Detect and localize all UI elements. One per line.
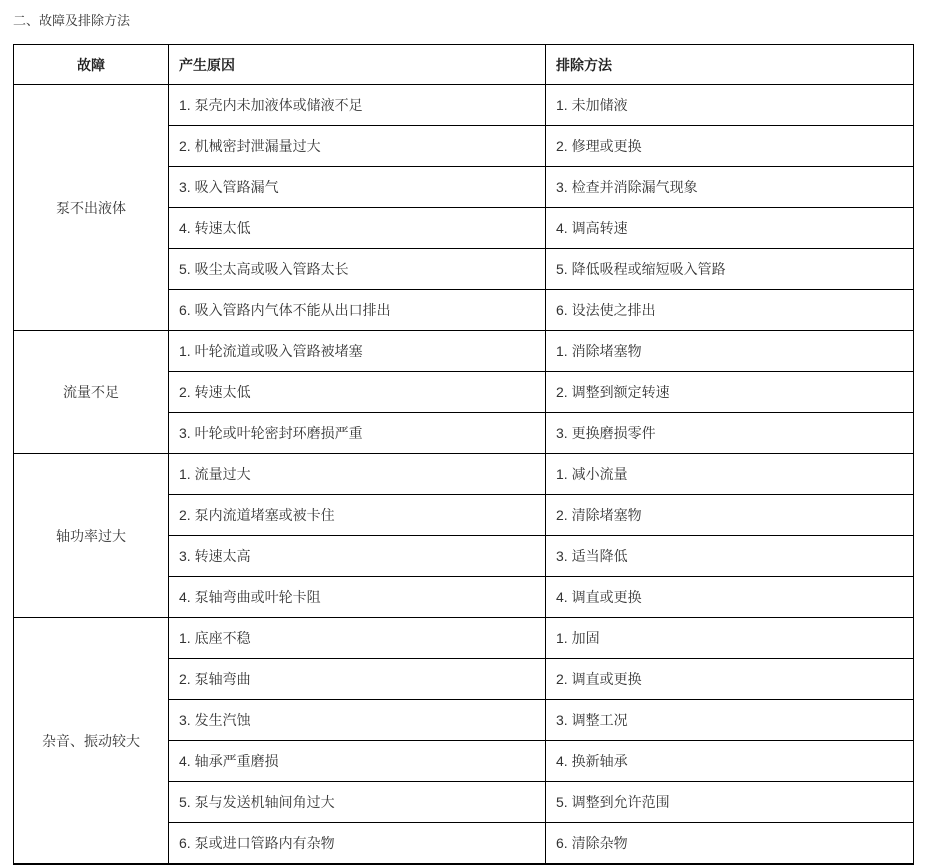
cause-cell: 4. 转速太低: [169, 208, 546, 249]
cause-cell: 5. 泵与发送机轴间角过大: [169, 782, 546, 823]
solution-cell: 1. 未加储液: [546, 85, 914, 126]
table-row: [14, 85, 914, 126]
solution-cell: 4. 调高转速: [546, 208, 914, 249]
solution-cell: 4. 调直或更换: [546, 577, 914, 618]
cause-cell: 4. 泵轴弯曲或叶轮卡阻: [169, 577, 546, 618]
solution-cell: 4. 换新轴承: [546, 741, 914, 782]
solution-cell: 6. 清除杂物: [546, 823, 914, 865]
solution-cell: 3. 更换磨损零件: [546, 413, 914, 454]
solution-cell: 3. 检查并消除漏气现象: [546, 167, 914, 208]
solution-cell: 5. 调整到允许范围: [546, 782, 914, 823]
cause-cell: 4. 轴承严重磨损: [169, 741, 546, 782]
table-row: [14, 454, 914, 495]
cause-cell: 2. 泵内流道堵塞或被卡住: [169, 495, 546, 536]
page-title: 二、故障及排除方法: [13, 13, 131, 28]
cause-cell: 6. 吸入管路内气体不能从出口排出: [169, 290, 546, 331]
fault-cell: 杂音、振动较大: [14, 618, 169, 865]
cause-cell: 1. 泵壳内未加液体或储液不足: [169, 85, 546, 126]
cause-cell: 5. 吸尘太高或吸入管路太长: [169, 249, 546, 290]
solution-cell: 6. 设法使之排出: [546, 290, 914, 331]
fault-troubleshooting-table: [13, 44, 914, 865]
solution-cell: 1. 加固: [546, 618, 914, 659]
fault-cell: 流量不足: [14, 331, 169, 454]
solution-cell: 2. 调直或更换: [546, 659, 914, 700]
solution-cell: 3. 调整工况: [546, 700, 914, 741]
cause-cell: 2. 机械密封泄漏量过大: [169, 126, 546, 167]
cause-cell: 1. 叶轮流道或吸入管路被堵塞: [169, 331, 546, 372]
solution-cell: 1. 减小流量: [546, 454, 914, 495]
table-row: [14, 618, 914, 659]
cause-cell: 2. 转速太低: [169, 372, 546, 413]
solution-cell: 5. 降低吸程或缩短吸入管路: [546, 249, 914, 290]
cause-cell: 3. 叶轮或叶轮密封环磨损严重: [169, 413, 546, 454]
cause-cell: 1. 流量过大: [169, 454, 546, 495]
cause-cell: 3. 发生汽蚀: [169, 700, 546, 741]
cause-cell: 3. 吸入管路漏气: [169, 167, 546, 208]
table-header-row: [14, 45, 914, 85]
solution-cell: 1. 消除堵塞物: [546, 331, 914, 372]
solution-cell: 2. 调整到额定转速: [546, 372, 914, 413]
cause-cell: 6. 泵或进口管路内有杂物: [169, 823, 546, 865]
solution-cell: 2. 清除堵塞物: [546, 495, 914, 536]
cause-cell: 3. 转速太高: [169, 536, 546, 577]
cause-cell: 1. 底座不稳: [169, 618, 546, 659]
fault-cell: 泵不出液体: [14, 85, 169, 331]
table-row: [14, 331, 914, 372]
solution-cell: 2. 修理或更换: [546, 126, 914, 167]
cause-cell: 2. 泵轴弯曲: [169, 659, 546, 700]
solution-cell: 3. 适当降低: [546, 536, 914, 577]
header-solution: 排除方法: [546, 45, 914, 85]
header-cause: 产生原因: [169, 45, 546, 85]
fault-cell: 轴功率过大: [14, 454, 169, 618]
header-fault: 故障: [14, 45, 169, 85]
